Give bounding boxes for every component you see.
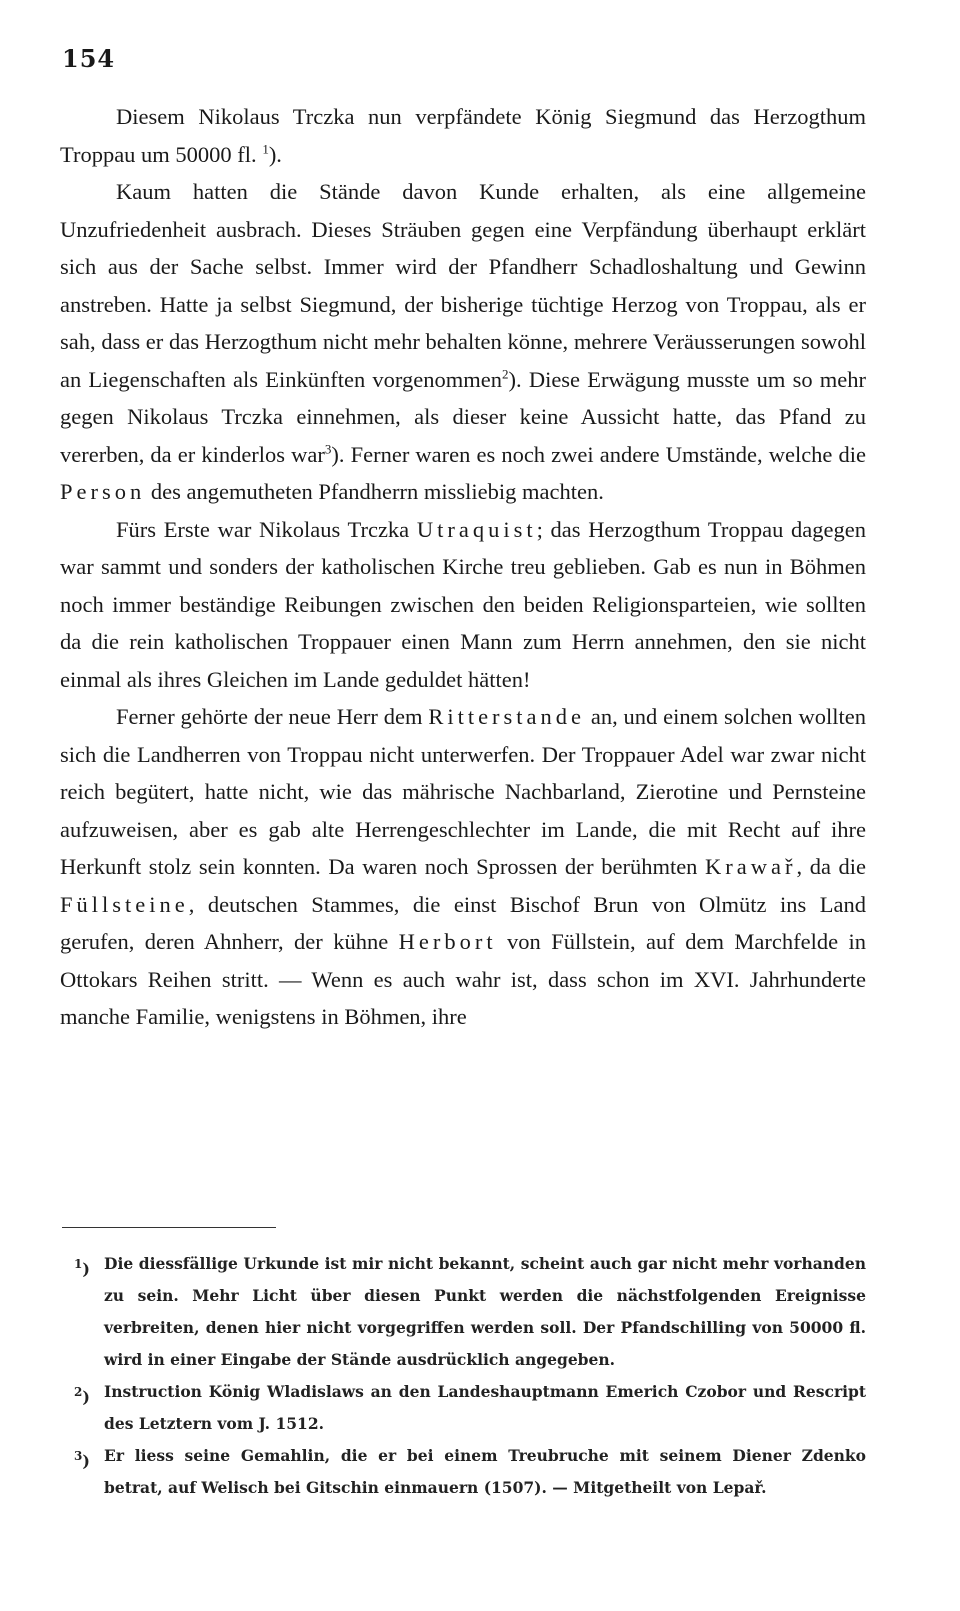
emphasis-fuellsteine: Füllsteine [60, 891, 189, 917]
emphasis-person: Person [60, 479, 146, 504]
paragraph-2-text-a: Kaum hatten die Stände davon Kunde erhalten, als eine allgemeine Unzufriedenheit ausbrach. Dieses Sträuben gegen eine Verpfändung überhaupt erklärt sich aus der Sache selbst. Immer wird der Pfandherr Schadloshaltung und Gewinn anstreben. Hatte ja selbst Siegmund, der bisherige tüchtige Herzog von Troppau, als er sah, dass er das Herzogthum nicht mehr behalten könne, mehrere Veräusserungen sowohl an Liegenschaften als Einkünften vorgenommen [60, 179, 866, 392]
paragraph-2-text-d: des angemutheten Pfandherrn missliebig machten. [145, 479, 604, 504]
footnotes [60, 1248, 866, 1504]
footnote-marker-1-number: 1 [74, 1257, 83, 1271]
footnote-marker-3-number: 3 [74, 1449, 83, 1463]
paragraph-4-text-c: , da die [796, 854, 866, 879]
footnote-marker-2: $^2$) [74, 1385, 90, 1407]
paragraph-1 [60, 98, 866, 173]
footnote-3-text: Er liess seine Gemahlin, die er bei einem Treubruche mit seinem Diener Zdenko betrat, auf Welisch bei Gitschin einmauern (1507). — Mitgetheilt von Lepař. [104, 1446, 866, 1497]
footnote-ref-2[interactable]: 2 [502, 366, 509, 381]
paragraph-4-text-e: von Füllstein, auf dem Marchfelde in Ottokars Reihen stritt. — Wenn es auch wahr ist, dass schon im XVI. Jahrhunderte manche Familie, wenigstens in Böhmen, ihre [60, 929, 867, 1029]
paragraph-4-text-a: Ferner gehörte der neue Herr dem [116, 704, 429, 729]
paragraph-1-tail: ). [268, 141, 282, 167]
footnote-separator [62, 1227, 276, 1228]
emphasis-krawar: Krawař [705, 854, 797, 879]
emphasis-herbort: Herbort [398, 929, 497, 954]
footnote-marker-3: $^3$) [74, 1449, 90, 1471]
main-text [60, 98, 866, 1036]
paragraph-4-text-b: an, und einem solchen wollten sich die Landherren von Troppau nicht unterwerfen. Der Troppauer Adel war zwar nicht reich begütert, hatte nicht, wie das mährische Nachbarland, Zierotine und Pernsteine aufzuweisen, aber es gab alte Herrengeschlechter im Lande, die mit Recht auf ihre Herkunft stolz sein konnten. Da waren noch Sprossen der berühmten [60, 704, 866, 879]
emphasis-ritterstande: Ritterstande [428, 704, 586, 729]
footnote-2 [60, 1376, 866, 1440]
paragraph-2-text-b: ). Diese Erwägung musste um so mehr gegen Nikolaus Trczka einnehmen, als dieser keine Aussicht hatte, das Pfand zu vererben, da er kinderlos war [60, 366, 866, 467]
footnote-ref-3[interactable]: 3 [324, 441, 332, 456]
footnote-1 [60, 1248, 866, 1376]
paragraph-3 [60, 511, 866, 699]
page-number: 154 [62, 44, 116, 73]
paragraph-3-text-b: ; das Herzogthum Troppau dagegen war sammt und sonders der katholischen Kirche treu geblieben. Gab es nun in Böhmen noch immer beständige Reibungen zwischen den beiden Religionsparteien, wie sollten da die rein katholischen Troppauer einen Mann zum Herrn annehmen, den sie nicht einmal als ihres Gleichen im Lande geduldet hätten! [60, 516, 866, 692]
emphasis-utraquist: Utraquist [416, 516, 537, 542]
paragraph-4 [60, 698, 866, 1036]
footnote-marker-2-number: 2 [74, 1385, 83, 1399]
footnote-3 [60, 1440, 866, 1504]
footnote-ref-1[interactable]: 1 [262, 141, 269, 156]
paragraph-4-text-d: , deutschen Stammes, die einst Bischof Brun von Olmütz ins Land gerufen, deren Ahnherr, der kühne [60, 891, 866, 954]
footnote-2-text: Instruction König Wladislaws an den Landeshauptmann Emerich Czobor und Rescript des Letztern vom J. 1512. [104, 1382, 866, 1433]
paragraph-1-text: Diesem Nikolaus Trczka nun verpfändete König Siegmund das Herzogthum Troppau um 50000 fl. [60, 104, 866, 167]
paragraph-2-text-c: ). Ferner waren es noch zwei andere Umstände, welche die [331, 441, 866, 467]
footnote-1-text: Die diessfällige Urkunde ist mir nicht bekannt, scheint auch gar nicht mehr vorhanden zu sein. Mehr Licht über diesen Punkt werden die nächstfolgenden Ereignisse verbreiten, denen hier nicht vorgegriffen werden soll. Der Pfandschilling von 50000 fl. wird in einer Eingabe der Stände ausdrücklich angegeben. [104, 1254, 866, 1369]
footnote-marker-1: $^1$) [74, 1257, 90, 1279]
paragraph-3-text-a: Fürs Erste war Nikolaus Trczka [116, 516, 417, 542]
paragraph-2 [60, 173, 866, 511]
